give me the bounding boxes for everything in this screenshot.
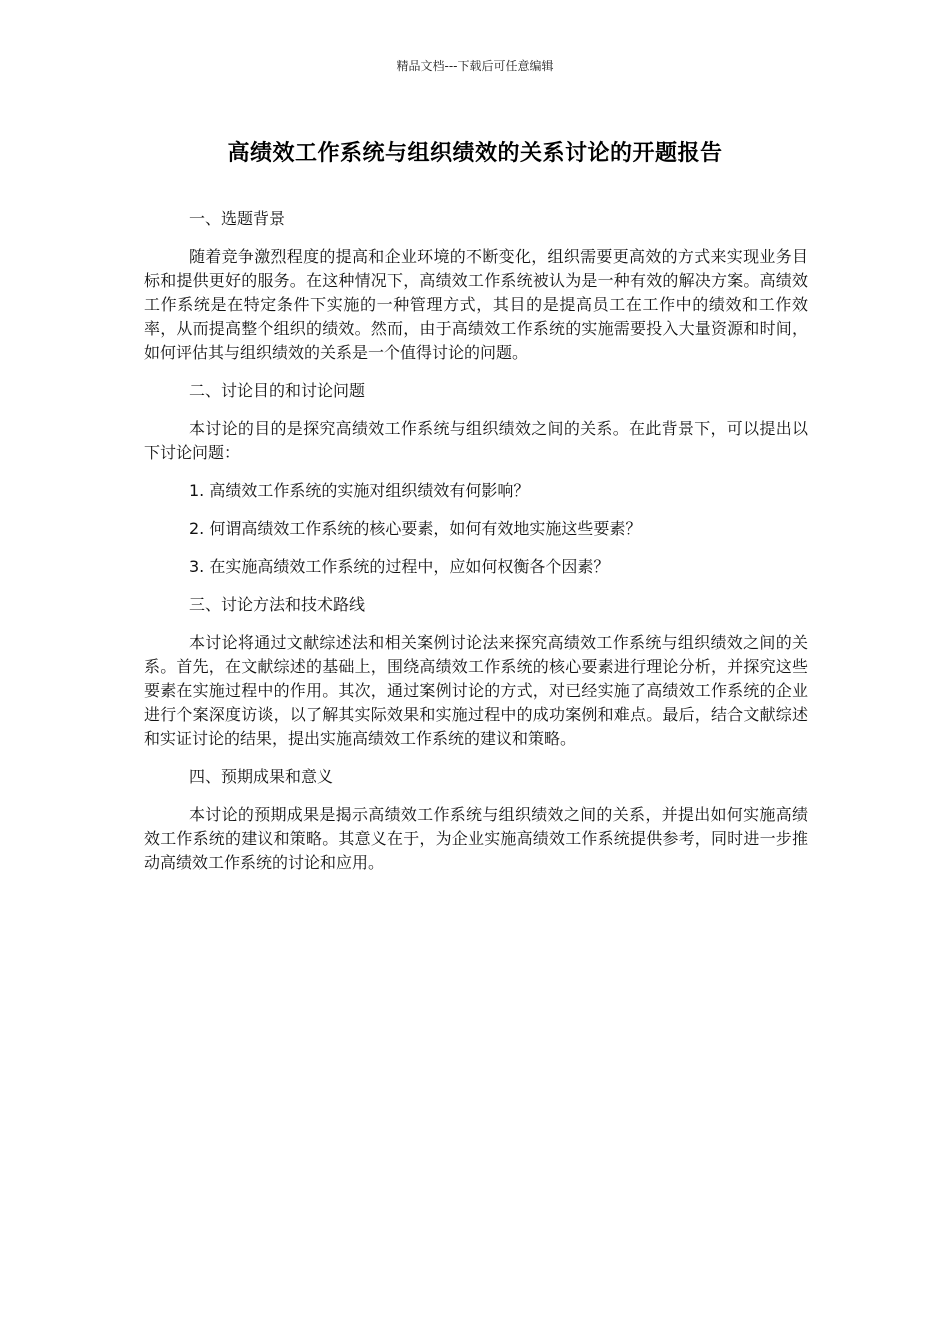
section-paragraph-background: 随着竞争激烈程度的提高和企业环境的不断变化，组织需要更高效的方式来实现业务目标和提供更好的服务。在这种情况下，高绩效工作系统被认为是一种有效的解决方案。高绩效工作系统是在特定条件下实施的一种管理方式，其目的是提高员工在工作中的绩效和工作效率，从而提高整个组织的绩效。然而，由于高绩效工作系统的实施需要投入大量资源和时间，如何评估其与组织绩效的关系是一个值得讨论的问题。 (144, 247, 808, 362)
section-heading-method: 三、讨论方法和技术路线 (189, 595, 366, 614)
section-heading-background: 一、选题背景 (189, 209, 286, 228)
section-heading-purpose: 二、讨论目的和讨论问题 (189, 381, 366, 400)
question-item: 2. 何谓高绩效工作系统的核心要素，如何有效地实施这些要素？ (189, 519, 642, 538)
question-item: 1. 高绩效工作系统的实施对组织绩效有何影响？ (189, 481, 530, 500)
section-paragraph-outcome: 本讨论的预期成果是揭示高绩效工作系统与组织绩效之间的关系，并提出如何实施高绩效工作系统的建议和策略。其意义在于，为企业实施高绩效工作系统提供参考，同时进一步推动高绩效工作系统的讨论和应用。 (144, 805, 808, 872)
question-item: 3. 在实施高绩效工作系统的过程中，应如何权衡各个因素？ (189, 557, 610, 576)
document-body (144, 207, 808, 889)
document-title: 高绩效工作系统与组织绩效的关系讨论的开题报告 (227, 141, 723, 166)
section-paragraph-purpose: 本讨论的目的是探究高绩效工作系统与组织绩效之间的关系。在此背景下，可以提出以下讨论问题： (144, 419, 808, 462)
header-note: 精品文档---下载后可任意编辑 (396, 59, 554, 73)
section-paragraph-method: 本讨论将通过文献综述法和相关案例讨论法来探究高绩效工作系统与组织绩效之间的关系。首先，在文献综述的基础上，围绕高绩效工作系统的核心要素进行理论分析，并探究这些要素在实施过程中的作用。其次，通过案例讨论的方式，对已经实施了高绩效工作系统的企业进行个案深度访谈，以了解其实际效果和实施过程中的成功案例和难点。最后，结合文献综述和实证讨论的结果，提出实施高绩效工作系统的建议和策略。 (144, 633, 808, 748)
section-heading-outcome: 四、预期成果和意义 (189, 767, 334, 786)
